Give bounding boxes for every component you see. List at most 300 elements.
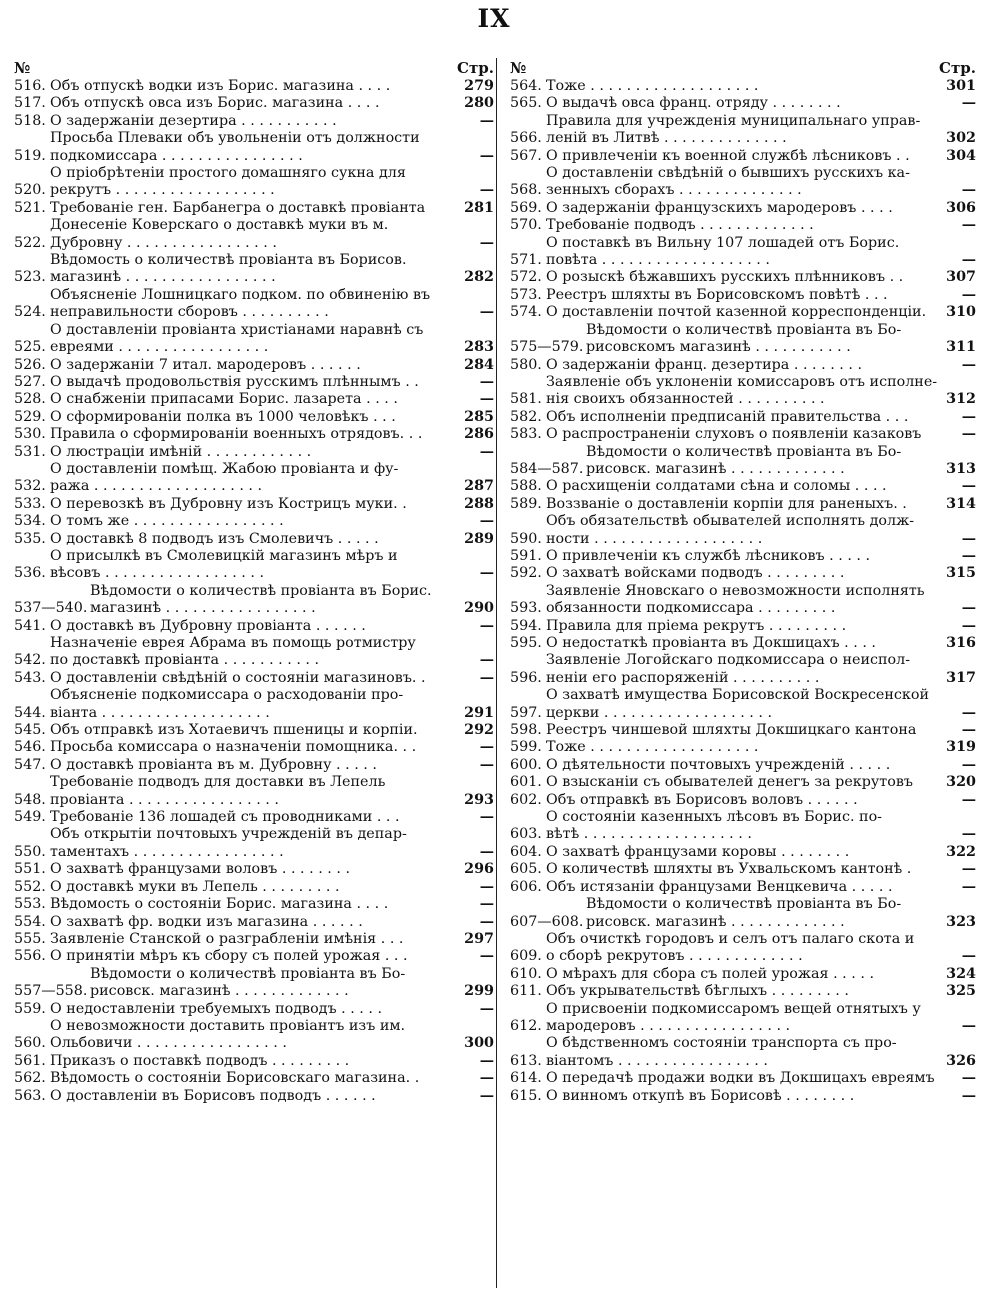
entry-number: 602. [510,791,542,808]
entry-number: 524. [14,304,46,321]
entry-page: — [479,652,494,669]
entry-title [546,478,946,495]
entry-number: 596. [510,669,542,686]
entry-number: 607—608. [510,913,584,930]
entry-title-line: Объ укрывательствѣ бѣглыхъ . . . . . . . . . [546,983,849,1000]
index-entry [14,757,494,774]
entry-title-line: О привлеченіи къ военной службѣ лѣсниковъ . . [546,147,910,164]
entry-title-line: рисовскомъ магазинѣ . . . . . . . . . . . [586,339,851,356]
index-entry [14,861,494,878]
entry-title-line: Реестръ шляхты въ Борисовскомъ повѣтѣ . . . [546,286,888,303]
index-entry [14,931,494,948]
entry-page: 280 [464,95,494,112]
entry-number: 582. [510,408,542,425]
entry-number: 554. [14,913,46,930]
entry-title [50,252,464,287]
entry-number: 545. [14,722,46,739]
entry-title-line: О доставкѣ провіанта въ м. Дубровну . . . . . [50,756,377,773]
entry-title-line: Просьба комиссара о назначеніи помощника. . . [50,739,417,756]
index-entry [14,409,494,426]
entry-number: 530. [14,426,46,443]
entry-number: 543. [14,669,46,686]
index-entry [510,722,976,739]
entry-number: 527. [14,373,46,390]
entry-number: 523. [14,269,46,286]
index-entry [14,200,494,217]
right-entries [510,78,976,1105]
entry-title-line: леній въ Литвѣ . . . . . . . . . . . . . . [546,130,787,147]
entry-title-line: О доставленіи въ Борисовъ подводъ . . . . . . [50,1087,376,1104]
index-entry [14,548,494,583]
entry-number: 566. [510,130,542,147]
entry-title-line: Требованіе подводъ . . . . . . . . . . . . . [546,217,814,234]
entry-number: 548. [14,791,46,808]
entry-page: — [961,95,976,112]
index-entry [14,635,494,670]
entry-page: 316 [946,635,976,651]
entry-title-line: Вѣдомости о количествѣ провіанта въ Бо- [586,896,902,913]
entry-title [50,879,464,896]
entry-number: 599. [510,739,542,756]
entry-title [50,1053,464,1070]
index-entry [14,774,494,809]
index-entry [510,983,976,1000]
entry-page: 291 [464,704,494,721]
entry-title-line: О бѣдственномъ состояніи транспорта съ про- [546,1035,897,1052]
entry-title-line: рисовск. магазинѣ . . . . . . . . . . . . . [586,460,845,477]
entry-title-line: О пріобрѣтеніи простого домашняго сукна для [50,165,406,182]
entry-title-line: О доставкѣ въ Дубровну провіанта . . . . . . [50,617,366,634]
entry-page: — [961,530,976,547]
entry-title [90,583,464,618]
entry-number: 581. [510,391,542,408]
index-entry [14,826,494,861]
entry-title-line: Требованіе 136 лошадей съ проводниками . . . [50,809,400,826]
entry-number: 584—587. [510,460,584,477]
entry-page: — [479,896,494,913]
entry-title-line: О перевозкѣ въ Дубровну изъ Кострицъ муки. . [50,495,407,512]
entry-number: 547. [14,756,46,773]
entry-title-line: провіанта . . . . . . . . . . . . . . . . . [50,791,279,808]
entry-number: 567. [510,147,542,164]
entry-title-line: Заявленіе Логойскаго подкомиссара о неиспол- [546,652,911,669]
entry-number: 521. [14,199,46,216]
entry-title-line: О люстраціи имѣній . . . . . . . . . . . . [50,443,312,460]
index-entry [14,217,494,252]
entry-number: 546. [14,739,46,756]
entry-title-line: о сборѣ рекрутовъ . . . . . . . . . . . . . [546,948,803,965]
entry-page: 289 [464,530,494,547]
entry-page: 312 [946,391,976,408]
entry-page: 302 [946,130,976,147]
entry-title [50,287,464,322]
entry-title [50,200,464,217]
entry-title [546,165,946,200]
index-entry [510,444,976,479]
entry-title-line: Объ отправкѣ изъ Хотаевичъ пшеницы и корпіи. [50,722,418,739]
index-entry [14,583,494,618]
entry-title-line: Вѣдомости о количествѣ провіанта въ Бо- [586,443,902,460]
entry-title [50,391,464,408]
entry-title [50,1001,464,1018]
entry-title-line: Объ обязательствѣ обывателей исполнять долж- [546,513,915,530]
entry-page: — [961,722,976,739]
entry-title [50,513,464,530]
index-entry [510,287,976,304]
entry-number: 613. [510,1052,542,1069]
entry-title-line: О присвоеніи подкомиссаромъ вещей отнятыхъ у [546,1000,921,1017]
entry-title-line: вѣсовъ . . . . . . . . . . . . . . . . . . [50,565,265,582]
entry-title [546,409,946,426]
entry-title [586,322,946,357]
index-entry [14,722,494,739]
index-entry [14,809,494,826]
entry-page: 292 [464,722,494,739]
entry-title [546,217,946,234]
entry-title-line: О задержаніи дезертира . . . . . . . . . . . [50,112,337,129]
entry-title [546,861,946,878]
entry-title [546,583,946,618]
index-entry [510,757,976,774]
entry-page: — [961,356,976,373]
index-entry [14,322,494,357]
entry-title [546,548,946,565]
entry-title [546,879,946,896]
index-entry [510,322,976,357]
entry-title-line: О расхищеніи солдатами сѣна и соломы . . . . [546,478,887,495]
entry-title [50,635,464,670]
index-entry [510,844,976,861]
entry-page: — [961,826,976,843]
entry-page: — [961,426,976,443]
entry-number: 595. [510,635,542,651]
entry-title [546,618,946,635]
entry-title-line: О задержаніи 7 итал. мародеровъ . . . . . . [50,356,361,373]
entry-title [50,78,464,95]
entry-page: — [961,408,976,425]
entry-title [546,966,946,983]
entry-page: 322 [946,843,976,860]
entry-title-line: О задержаніи франц. дезертира . . . . . . . . [546,356,863,373]
entry-title [50,113,464,130]
entry-title-line: Требованіе подводъ для доставки въ Лепель [50,774,386,791]
entry-title-line: Объ отпускѣ овса изъ Борис. магазина . . . . [50,95,380,112]
page-header: Стр. [939,59,976,77]
entry-number: 564. [510,78,542,94]
entry-page: — [961,704,976,721]
index-entry [14,252,494,287]
entry-title [50,1070,464,1087]
entry-number: 519. [14,147,46,164]
index-entry [510,792,976,809]
index-entry [14,966,494,1001]
entry-title [546,1088,946,1105]
index-entry [510,217,976,234]
entry-title-line: Вѣдомость о количествѣ провіанта въ Борисов. [50,252,407,269]
index-entry [14,374,494,391]
index-entry [510,652,976,687]
entry-title [546,809,946,844]
entry-title [50,774,464,809]
entry-number: 615. [510,1087,542,1104]
index-entry [14,948,494,965]
entry-title-line: церкви . . . . . . . . . . . . . . . . . . . [546,704,773,721]
entry-page: — [479,843,494,860]
entry-title [50,618,464,635]
entry-number: 597. [510,704,542,721]
index-entry [510,148,976,165]
entry-title-line: Просьба Плеваки объ увольненіи отъ должности [50,130,420,147]
index-entry [14,618,494,635]
entry-title [546,235,946,270]
entry-title [546,635,946,652]
entry-title-line: О поставкѣ въ Вильну 107 лошадей отъ Борис. [546,234,900,251]
entry-number: 589. [510,495,542,512]
entry-number: 518. [14,112,46,129]
entry-title-line: О количествѣ шляхты въ Ухвальскомъ кантонѣ . [546,861,912,878]
entry-page: 307 [946,269,976,286]
entry-page: 320 [946,774,976,791]
entry-title [546,95,946,112]
index-entry [510,635,976,652]
entry-page: 301 [946,78,976,94]
entry-page: — [479,739,494,756]
entry-number: 549. [14,809,46,826]
entry-number: 533. [14,495,46,512]
entry-page: — [961,182,976,199]
index-entry [14,513,494,530]
entry-title [50,896,464,913]
entry-page: — [479,147,494,164]
entry-title [546,565,946,582]
entry-number: 525. [14,339,46,356]
entry-number: 516. [14,78,46,94]
entry-number: 610. [510,965,542,982]
entry-title [50,861,464,878]
entry-number: 517. [14,95,46,112]
entry-title-line: обязанности подкомиссара . . . . . . . . . [546,600,836,617]
entry-title [50,130,464,165]
index-entry [14,78,494,95]
index-entry [510,618,976,635]
entry-title-line: О доставкѣ муки въ Лепель . . . . . . . . . [50,878,340,895]
index-entry [510,200,976,217]
left-column [14,58,494,1105]
entry-page: 286 [464,426,494,443]
entry-title [90,966,464,1001]
entry-title-line: магазинѣ . . . . . . . . . . . . . . . . . [90,600,316,617]
entry-page: — [961,617,976,634]
index-entry [14,1088,494,1105]
entry-number: 537—540. [14,600,88,617]
entry-page: — [479,1000,494,1017]
index-entry [510,774,976,791]
entry-number: 534. [14,513,46,530]
entry-title-line: Объясненіе Лошницкаго подком. по обвиненію въ [50,286,431,303]
entry-page: 300 [464,1035,494,1052]
entry-title-line: О доставленіи провіанта христіанами наравнѣ съ [50,321,424,338]
entry-number: 580. [510,356,542,373]
entry-title [546,269,946,286]
entry-title [50,687,464,722]
index-entry [14,113,494,130]
entry-title [50,444,464,461]
entry-page: — [479,948,494,965]
entry-number: 611. [510,983,542,1000]
index-entry [510,269,976,286]
entry-title-line: О передачѣ продажи водки въ Докшицахъ евреямъ [546,1070,935,1087]
entry-title [546,844,946,861]
index-entry [510,1035,976,1070]
page-number: IX [477,4,511,33]
entry-number: 601. [510,774,542,791]
entry-page: 288 [464,495,494,512]
entry-title-line: Дубровну . . . . . . . . . . . . . . . . . [50,234,277,251]
index-entry [14,1070,494,1087]
entry-page: — [961,547,976,564]
entry-title [546,774,946,791]
entry-title-line: О винномъ откупѣ въ Борисовѣ . . . . . . . . [546,1087,855,1104]
index-entry [510,409,976,426]
entry-page: — [479,565,494,582]
index-entry [510,931,976,966]
index-entry [510,809,976,844]
index-entry [510,861,976,878]
entry-title-line: О доставленіи помѣщ. Жабою провіанта и фу- [50,460,399,477]
entry-title-line: О недоставленіи требуемыхъ подводъ . . . . . [50,1000,383,1017]
entry-number: 553. [14,896,46,913]
index-entry [510,235,976,270]
entry-title [50,426,464,443]
entry-number: 609. [510,948,542,965]
index-entry [14,287,494,322]
right-column [510,58,976,1105]
entry-title-line: Объ истязаніи французами Венцкевича . . . . . [546,878,893,895]
entry-title [546,1001,946,1036]
entry-title-line: О дѣятельности почтовыхъ учрежденій . . . . . [546,756,891,773]
entry-title [50,1018,464,1053]
entry-page: — [961,286,976,303]
index-entry [14,95,494,112]
index-entry [510,966,976,983]
entry-number: 604. [510,843,542,860]
entry-page: — [479,513,494,530]
entry-number: 520. [14,182,46,199]
entry-title-line: О доставкѣ 8 подводъ изъ Смолевичъ . . . . . [50,530,379,547]
entry-title-line: О привлеченіи къ службѣ лѣсниковъ . . . . . [546,547,871,564]
entry-page: 324 [946,965,976,982]
entry-title-line: неправильности сборовъ . . . . . . . . . . [50,304,329,321]
entry-number: 565. [510,95,542,112]
entry-page: — [961,217,976,234]
entry-title-line: віантомъ . . . . . . . . . . . . . . . . . [546,1052,768,1069]
index-entry [14,879,494,896]
index-entry [14,444,494,461]
entry-title-line: О доставленіи свѣдѣній о бывшихъ русскихъ ка- [546,165,910,182]
entry-page: — [479,391,494,408]
entry-number: 561. [14,1052,46,1069]
entry-page: 304 [946,147,976,164]
entry-title-line: О доставленіи свѣдѣній о состояніи магазиновъ. . [50,669,426,686]
entry-title [546,757,946,774]
entry-title [546,78,946,95]
entry-title-line: О недостаткѣ провіанта въ Докшицахъ . . . . [546,635,876,651]
entry-number: 592. [510,565,542,582]
entry-page: — [961,861,976,878]
entry-page: — [479,1087,494,1104]
entry-page: 285 [464,408,494,425]
entry-number: 573. [510,286,542,303]
entry-number: 532. [14,478,46,495]
entry-number: 594. [510,617,542,634]
entry-number: 588. [510,478,542,495]
entry-title-line: Воззваніе о доставленіи корпіи для раненыхъ. . [546,495,907,512]
entry-page: — [479,913,494,930]
entry-title [50,409,464,426]
entry-number: 568. [510,182,542,199]
entry-page: — [479,878,494,895]
entry-page: 319 [946,739,976,756]
entry-title [546,687,946,722]
entry-title [546,357,946,374]
entry-number: 598. [510,722,542,739]
entry-title-line: повѣта . . . . . . . . . . . . . . . . . . . [546,252,770,269]
entry-title-line: Вѣдомости о количествѣ провіанта въ Бо- [90,965,406,982]
entry-title [546,148,946,165]
number-header: № [510,59,527,77]
entry-number: 570. [510,217,542,234]
entry-title [546,374,946,409]
entry-title [50,739,464,756]
entry-title [546,304,946,321]
entry-page: 317 [946,669,976,686]
entry-title-line: Объ отпускѣ водки изъ Борис. магазина . . . . [50,78,391,94]
entry-title-line: Требованіе ген. Барбанегра о доставкѣ провіанта [50,199,426,216]
entry-number: 606. [510,878,542,895]
entry-title [50,95,464,112]
entry-page: — [961,252,976,269]
index-entry [14,391,494,408]
entry-title [546,1035,946,1070]
entry-title-line: магазинѣ . . . . . . . . . . . . . . . . . [50,269,276,286]
entry-title-line: Приказъ о поставкѣ подводъ . . . . . . . . . [50,1052,350,1069]
entry-title [50,496,464,513]
index-entry [510,879,976,896]
entry-page: — [479,1052,494,1069]
entry-title [50,322,464,357]
index-entry [510,113,976,148]
index-entry [14,896,494,913]
entry-title [546,739,946,756]
entry-title-line: Вѣдомость о состояніи Борис. магазина . . . . [50,896,389,913]
entry-number: 559. [14,1000,46,1017]
entry-number: 574. [510,304,542,321]
entry-title [50,165,464,200]
entry-page: — [961,948,976,965]
entry-page: — [479,1070,494,1087]
entry-title [50,914,464,931]
entry-number: 541. [14,617,46,634]
entry-number: 536. [14,565,46,582]
entry-title-line: О захватѣ французами воловъ . . . . . . . . [50,861,351,878]
entry-number: 557—558. [14,983,88,1000]
entry-title [586,444,946,479]
entry-number: 526. [14,356,46,373]
entry-number: 605. [510,861,542,878]
entry-title-line: вѣтѣ . . . . . . . . . . . . . . . . . . . [546,826,752,843]
entry-page: — [479,443,494,460]
entry-number: 572. [510,269,542,286]
